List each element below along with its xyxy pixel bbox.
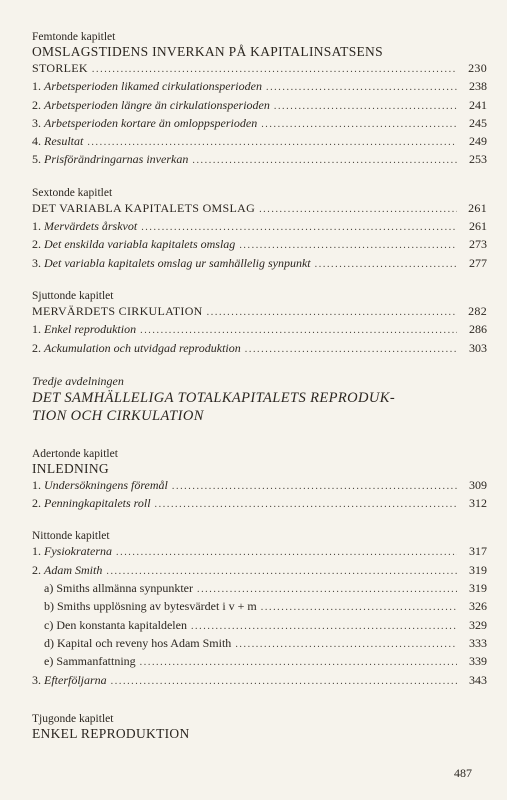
dot-leader xyxy=(261,117,457,133)
entry-title: Arbetsperioden likamed cirkulationsperioden xyxy=(44,79,262,94)
toc-subentry xyxy=(32,598,487,616)
page-ref: 333 xyxy=(469,635,487,650)
chapter-title: ENKEL REPRODUKTION xyxy=(32,725,190,741)
toc-entry xyxy=(32,255,487,273)
entry-number: 4. xyxy=(32,134,41,149)
page-ref: 277 xyxy=(469,255,487,270)
entry-number: 2. xyxy=(32,496,41,511)
entry-title: Ackumulation och utvidgad reproduktion xyxy=(44,340,241,355)
dot-leader xyxy=(191,619,457,635)
chapter-title: INLEDNING xyxy=(32,460,109,476)
chapter-title-row xyxy=(32,200,487,218)
dot-leader xyxy=(140,655,457,671)
chapter-17 xyxy=(32,289,487,358)
page-ref: 339 xyxy=(469,654,487,669)
entry-number: 1. xyxy=(32,322,41,337)
subentry-title: Kapital och reveny hos Adam Smith xyxy=(57,635,232,650)
entry-number: 3. xyxy=(32,115,41,130)
dot-leader xyxy=(235,637,457,653)
chapter-title: OMSLAGSTIDENS INVERKAN PÅ KAPITALINSATSENS xyxy=(32,44,383,59)
page-ref: 326 xyxy=(469,599,487,614)
page-ref: 309 xyxy=(469,477,487,492)
dot-leader xyxy=(87,135,457,151)
dot-leader xyxy=(266,80,457,96)
entry-title: Mervärdets årskvot xyxy=(44,219,138,234)
toc-entry xyxy=(32,477,487,495)
chapter-label: Adertonde kapitlet xyxy=(32,447,118,460)
chapter-title: MERVÄRDETS CIRKULATION xyxy=(32,303,203,318)
page-ref: 317 xyxy=(469,544,487,559)
part-title-line-1: DET SAMHÄLLELIGA TOTALKAPITALETS REPRODUK- xyxy=(32,389,396,406)
entry-number: 1. xyxy=(32,477,41,492)
toc-entry xyxy=(32,97,487,115)
entry-title: Det variabla kapitalets omslag ur samhällelig synpunkt xyxy=(44,255,311,270)
entry-title: Resultat xyxy=(44,134,84,149)
dot-leader xyxy=(261,600,457,616)
page-ref: 286 xyxy=(469,322,487,337)
subentry-letter: e) xyxy=(44,654,54,669)
entry-title: Fysiokraterna xyxy=(44,544,112,559)
dot-leader xyxy=(172,479,457,495)
part-title-line-2: TION OCH CIRKULATION xyxy=(32,407,204,424)
entry-title: Adam Smith xyxy=(44,562,103,577)
entry-title: Det enskilda variabla kapitalets omslag xyxy=(44,237,236,252)
dot-leader xyxy=(245,342,457,358)
page-ref: 261 xyxy=(469,219,487,234)
dot-leader xyxy=(197,582,457,598)
entry-title: Enkel reproduktion xyxy=(44,322,137,337)
toc-entry xyxy=(32,543,487,561)
part-label: Tredje avdelningen xyxy=(32,373,124,388)
entry-number: 1. xyxy=(32,544,41,559)
entry-title: Efterföljarna xyxy=(44,672,107,687)
page-ref: 343 xyxy=(469,672,487,687)
entry-title: Arbetsperioden kortare än omloppsperioden xyxy=(44,115,258,130)
toc-entry xyxy=(32,672,487,690)
entry-number: 1. xyxy=(32,79,41,94)
toc-subentry xyxy=(32,635,487,653)
toc-entry xyxy=(32,321,487,339)
subentry-letter: a) xyxy=(44,581,54,596)
dot-leader xyxy=(155,497,457,513)
entry-number: 1. xyxy=(32,219,41,234)
chapter-title: DET VARIABLA KAPITALETS OMSLAG xyxy=(32,200,256,215)
chapter-label: Sextonde kapitlet xyxy=(32,186,113,199)
page-ref: 253 xyxy=(469,152,487,167)
entry-number: 5. xyxy=(32,152,41,167)
page-ref: 230 xyxy=(468,61,487,75)
subentry-title: Smiths upplösning av bytesvärdet i v + m xyxy=(57,599,257,614)
page-ref: 249 xyxy=(469,134,487,149)
chapter-16 xyxy=(32,186,487,273)
entry-title: Undersökningens föremål xyxy=(44,477,168,492)
subentry-letter: c) xyxy=(44,617,54,632)
chapter-label: Nittonde kapitlet xyxy=(32,530,110,543)
toc-subentry xyxy=(32,617,487,635)
dot-leader xyxy=(106,564,457,580)
dot-leader xyxy=(274,99,457,115)
toc-entry xyxy=(32,115,487,133)
page-ref: 319 xyxy=(469,581,487,596)
toc-entry xyxy=(32,236,487,254)
dot-leader xyxy=(116,545,457,561)
page-ref: 238 xyxy=(469,79,487,94)
subentry-letter: d) xyxy=(44,635,54,650)
chapter-title-continued: STORLEK xyxy=(32,61,88,75)
chapter-label: Tjugonde kapitlet xyxy=(32,712,114,725)
entry-number: 2. xyxy=(32,562,41,577)
dot-leader xyxy=(111,674,457,690)
chapter-20 xyxy=(32,712,487,742)
page-ref: 241 xyxy=(469,97,487,112)
page-ref: 261 xyxy=(468,200,487,215)
toc-subentry xyxy=(32,653,487,671)
subentry-title: Den konstanta kapitaldelen xyxy=(56,617,187,632)
page-ref: 303 xyxy=(469,340,487,355)
chapter-title-row xyxy=(32,303,487,321)
page-number: 487 xyxy=(454,766,472,780)
chapter-18 xyxy=(32,447,487,514)
toc-entry xyxy=(32,218,487,236)
toc-entry xyxy=(32,340,487,358)
page-ref: 329 xyxy=(469,617,487,632)
toc-entry xyxy=(32,151,487,169)
page-ref: 273 xyxy=(469,237,487,252)
part-3 xyxy=(32,374,487,425)
entry-number: 2. xyxy=(32,97,41,112)
subentry-letter: b) xyxy=(44,599,54,614)
entry-number: 3. xyxy=(32,255,41,270)
chapter-15 xyxy=(32,30,487,170)
toc-entry xyxy=(32,133,487,151)
dot-leader xyxy=(140,323,457,339)
chapter-label: Femtonde kapitlet xyxy=(32,31,116,43)
dot-leader xyxy=(259,202,457,218)
toc-entry xyxy=(32,562,487,580)
toc-subentry xyxy=(32,580,487,598)
chapter-label: Sjuttonde kapitlet xyxy=(32,289,114,302)
page-ref: 319 xyxy=(469,562,487,577)
entry-number: 2. xyxy=(32,237,41,252)
entry-number: 2. xyxy=(32,340,41,355)
table-of-contents xyxy=(32,30,487,758)
page-ref: 245 xyxy=(469,115,487,130)
toc-entry xyxy=(32,495,487,513)
page-ref: 282 xyxy=(468,303,487,318)
dot-leader xyxy=(92,62,457,78)
dot-leader xyxy=(207,305,457,321)
dot-leader xyxy=(315,257,457,273)
chapter-19 xyxy=(32,529,487,689)
entry-title: Prisförändringarnas inverkan xyxy=(44,152,189,167)
dot-leader xyxy=(192,153,457,169)
page-ref: 312 xyxy=(469,496,487,511)
entry-title: Penningkapitalets roll xyxy=(44,496,151,511)
subentry-title: Smiths allmänna synpunkter xyxy=(56,581,193,596)
dot-leader xyxy=(141,220,457,236)
subentry-title: Sammanfattning xyxy=(56,654,136,669)
entry-number: 3. xyxy=(32,672,41,687)
chapter-title-row xyxy=(32,60,487,78)
toc-entry xyxy=(32,78,487,96)
dot-leader xyxy=(239,238,457,254)
entry-title: Arbetsperioden längre än cirkulationsperioden xyxy=(44,97,270,112)
